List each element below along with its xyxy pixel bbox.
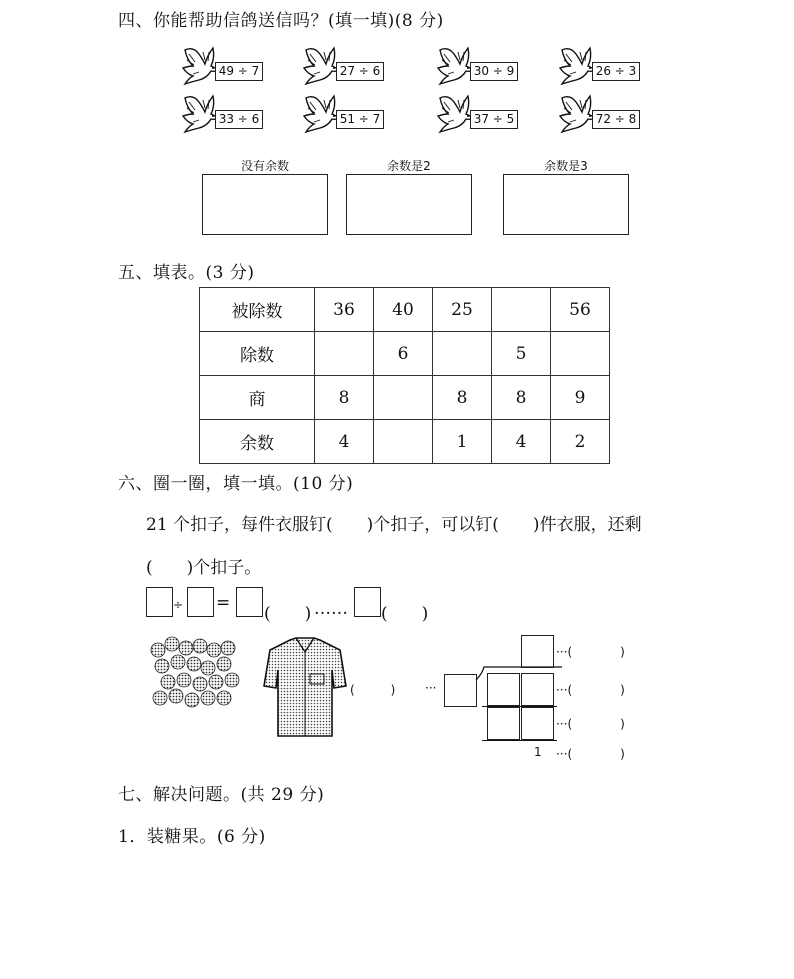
button-item-icon <box>225 673 239 687</box>
table-cell: 6 <box>374 332 433 376</box>
long-division-dividend-box-1[interactable] <box>487 673 520 706</box>
buttons-problem-line-2: ( )个扣子。 <box>146 558 262 578</box>
box-label-remainder-3: 余数是3 <box>544 159 588 173</box>
button-item-icon <box>201 691 215 705</box>
pigeon-expression: 49 ÷ 7 <box>215 62 263 81</box>
equation-box-divisor[interactable] <box>187 587 214 617</box>
long-division-remainder: 1 <box>534 745 542 759</box>
button-item-icon <box>151 643 165 657</box>
remainder-dots: …… <box>314 599 348 619</box>
buttons-problem-line-1: 21 个扣子，每件衣服钉( )个扣子，可以钉( )件衣服，还剩 <box>146 515 642 535</box>
button-item-icon <box>153 691 167 705</box>
shirt-picture <box>262 636 348 740</box>
table-cell: 9 <box>551 376 610 420</box>
table-cell: 56 <box>551 288 610 332</box>
long-division-divisor-box[interactable] <box>444 674 477 707</box>
table-row <box>200 420 610 464</box>
pigeon-expression: 37 ÷ 5 <box>470 110 518 129</box>
long-division-product-box-2[interactable] <box>521 707 554 740</box>
divide-sign: ÷ <box>173 598 184 612</box>
section-5-title: 五、填表。(3 分) <box>118 263 255 283</box>
pigeon-expression: 51 ÷ 7 <box>336 110 384 129</box>
division-table <box>199 287 610 464</box>
button-item-icon <box>217 657 231 671</box>
table-cell[interactable] <box>492 288 551 332</box>
table-cell: 36 <box>315 288 374 332</box>
pigeon-expression: 27 ÷ 6 <box>336 62 384 81</box>
table-row-header: 除数 <box>200 332 315 376</box>
answer-box-no-remainder[interactable] <box>202 174 328 235</box>
dividend-note: ···( ) <box>556 683 625 697</box>
button-item-icon <box>179 641 193 655</box>
box-label-no-remainder: 没有余数 <box>240 159 289 173</box>
pigeon-card[interactable] <box>556 44 646 88</box>
table-cell[interactable] <box>551 332 610 376</box>
long-division-quotient-box[interactable] <box>521 635 554 668</box>
button-item-icon <box>165 637 179 651</box>
section-4-title: 四、你能帮助信鸽送信吗？(填一填)(8 分) <box>118 11 444 31</box>
table-cell[interactable] <box>433 332 492 376</box>
question-1-title: 1．装糖果。(6 分) <box>118 827 266 847</box>
quotient-arrow-dots: ··· <box>425 681 437 695</box>
button-item-icon <box>209 675 223 689</box>
remainder-unit-blank: ( ) <box>381 604 429 624</box>
table-row-header: 被除数 <box>200 288 315 332</box>
button-item-icon <box>221 641 235 655</box>
button-item-icon <box>201 661 215 675</box>
table-cell: 4 <box>315 420 374 464</box>
table-cell: 2 <box>551 420 610 464</box>
pigeon-card[interactable] <box>300 92 390 136</box>
button-item-icon <box>161 675 175 689</box>
equals-sign: = <box>216 593 231 613</box>
equation-box-dividend[interactable] <box>146 587 173 617</box>
pigeon-expression: 72 ÷ 8 <box>592 110 640 129</box>
equation-box-remainder[interactable] <box>354 587 381 617</box>
pigeon-card[interactable] <box>434 92 524 136</box>
table-cell[interactable] <box>315 332 374 376</box>
quotient-unit-blank: ( ) <box>264 604 312 624</box>
button-item-icon <box>193 639 207 653</box>
button-item-icon <box>171 655 185 669</box>
answer-box-remainder-2[interactable] <box>346 174 472 235</box>
quotient-note: ···( ) <box>556 645 625 659</box>
shirt-count-blank: ( ) <box>350 683 396 697</box>
button-item-icon <box>187 657 201 671</box>
long-division-remainder-line <box>482 740 557 741</box>
pigeon-expression: 30 ÷ 9 <box>470 62 518 81</box>
table-cell[interactable] <box>374 376 433 420</box>
table-row-header: 余数 <box>200 420 315 464</box>
pigeon-card[interactable] <box>179 44 269 88</box>
table-cell: 5 <box>492 332 551 376</box>
table-cell: 25 <box>433 288 492 332</box>
product-note: ···( ) <box>556 717 625 731</box>
button-item-icon <box>207 643 221 657</box>
pigeon-card[interactable] <box>556 92 646 136</box>
button-item-icon <box>169 689 183 703</box>
table-cell: 4 <box>492 420 551 464</box>
table-row <box>200 288 610 332</box>
pigeon-card[interactable] <box>300 44 390 88</box>
section-6-title: 六、圈一圈，填一填。(10 分) <box>118 474 354 494</box>
table-cell: 8 <box>315 376 374 420</box>
table-row <box>200 376 610 420</box>
button-item-icon <box>217 691 231 705</box>
table-cell[interactable] <box>374 420 433 464</box>
long-division-product-box-1[interactable] <box>487 707 520 740</box>
long-division-dividend-box-2[interactable] <box>521 673 554 706</box>
table-row <box>200 332 610 376</box>
pigeon-card[interactable] <box>434 44 524 88</box>
button-item-icon <box>185 693 199 707</box>
table-cell: 8 <box>492 376 551 420</box>
table-cell: 40 <box>374 288 433 332</box>
answer-box-remainder-3[interactable] <box>503 174 629 235</box>
table-row-header: 商 <box>200 376 315 420</box>
button-item-icon <box>155 659 169 673</box>
button-item-icon <box>177 673 191 687</box>
table-cell: 8 <box>433 376 492 420</box>
pigeon-expression: 26 ÷ 3 <box>592 62 640 81</box>
buttons-picture <box>142 632 262 722</box>
pigeon-card[interactable] <box>179 92 269 136</box>
table-cell: 1 <box>433 420 492 464</box>
button-item-icon <box>193 677 207 691</box>
equation-box-quotient[interactable] <box>236 587 263 617</box>
pigeon-expression: 33 ÷ 6 <box>215 110 263 129</box>
section-7-title: 七、解决问题。(共 29 分) <box>118 785 325 805</box>
remainder-note: ···( ) <box>556 747 625 761</box>
box-label-remainder-2: 余数是2 <box>387 159 431 173</box>
